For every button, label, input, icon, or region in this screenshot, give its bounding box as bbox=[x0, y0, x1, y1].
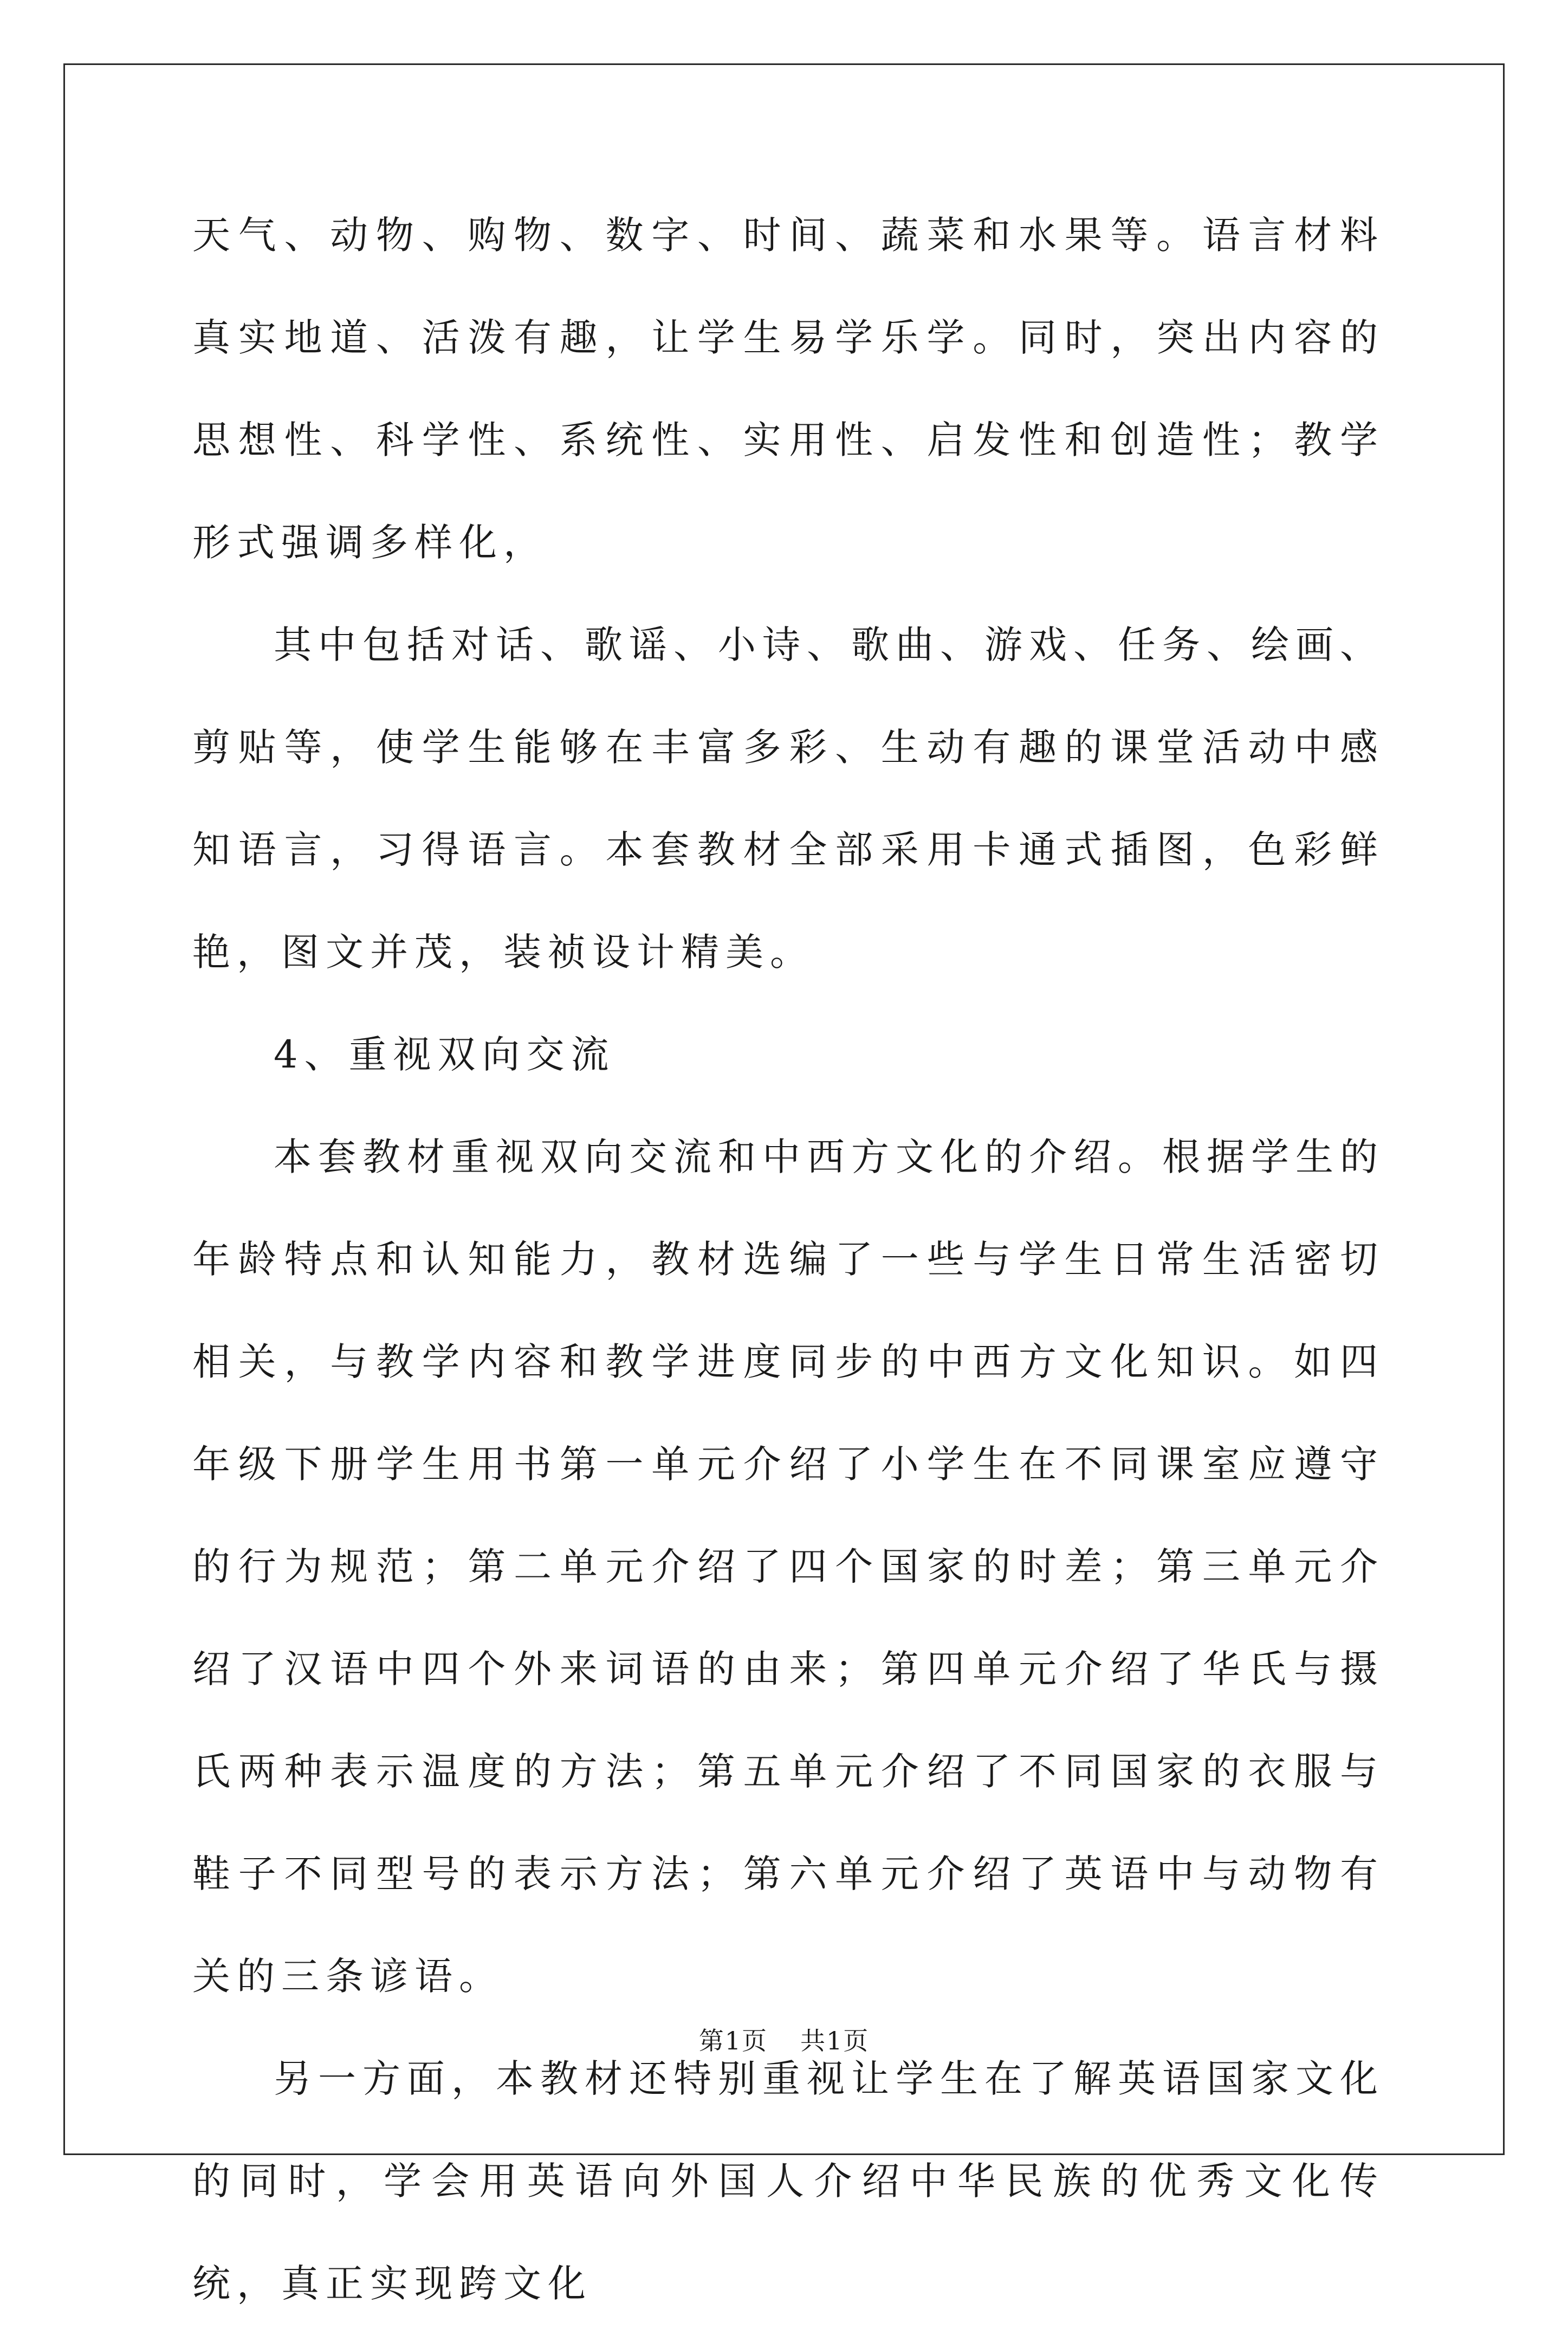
paragraph: 本套教材重视双向交流和中西方文化的介绍。根据学生的年龄特点和认知能力，教材选编了一些与学生日常生活密切相关，与教学内容和教学进度同步的中西方文化知识。如四年级下册学生用书第一单元介绍了小学生在不同课室应遵守的行为规范；第二单元介绍了四个国家的时差；第三单元介绍了汉语中四个外来词语的由来；第四单元介绍了华氏与摄氏两种表示温度的方法；第五单元介绍了不同国家的衣服与鞋子不同型号的表示方法；第六单元介绍了英语中与动物有关的三条谚语。 bbox=[192, 1135, 1384, 1998]
page-footer bbox=[0, 2021, 1568, 2057]
paragraph: 天气、动物、购物、数字、时间、蔬菜和水果等。语言材料真实地道、活泼有趣，让学生易学乐学。同时，突出内容的思想性、科学性、系统性、实用性、启发性和创造性；教学形式强调多样化， bbox=[192, 213, 1384, 565]
section-heading: 4、重视双向交流 bbox=[274, 1032, 615, 1077]
page-total: 共1页 bbox=[800, 2026, 870, 2055]
paragraph: 其中包括对话、歌谣、小诗、歌曲、游戏、任务、绘画、剪贴等，使学生能够在丰富多彩、生动有趣的课堂活动中感知语言，习得语言。本套教材全部采用卡通式插图，色彩鲜艳，图文并茂，装祯设计精美。 bbox=[192, 623, 1384, 974]
page-number: 第1页 bbox=[698, 2026, 768, 2055]
paragraph: 另一方面，本教材还特别重视让学生在了解英语国家文化的同时，学会用英语向外国人介绍中华民族的优秀文化传统，真正实现跨文化 bbox=[192, 2056, 1384, 2306]
document-body bbox=[192, 184, 1384, 2335]
